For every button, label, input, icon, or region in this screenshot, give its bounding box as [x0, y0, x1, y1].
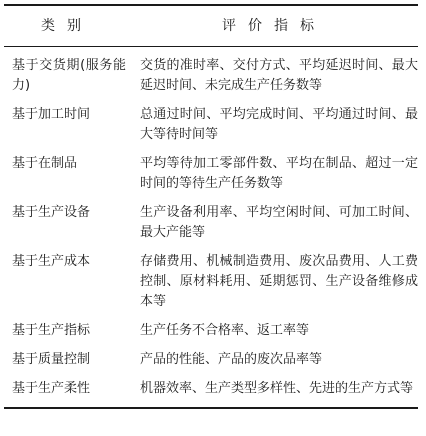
table-row	[4, 350, 418, 370]
row-gap	[4, 243, 418, 252]
table-top-gap	[4, 47, 418, 56]
table-row	[4, 321, 418, 341]
evaluation-criteria-table	[4, 4, 418, 409]
header-indicators: 评价指标	[222, 18, 326, 34]
table-row	[4, 105, 418, 145]
row-indicators: 机器效率、生产类型多样性、先进的生产方式等	[140, 380, 414, 396]
table-row	[4, 203, 418, 243]
row-category: 基于交货期(服务能力)	[12, 57, 126, 93]
header-row	[4, 5, 418, 47]
row-gap	[4, 194, 418, 203]
table-row	[4, 154, 418, 194]
row-indicators: 存储费用、机械制造费用、废次品费用、人工费控制、原材料耗用、延期惩罚、生产设备维修成本等	[140, 253, 418, 309]
row-indicators: 生产设备利用率、平均空闲时间、可加工时间、最大产能等	[140, 204, 418, 240]
row-indicators: 生产任务不合格率、返工率等	[140, 322, 310, 338]
table-body	[4, 47, 418, 408]
row-category: 基于生产柔性	[12, 380, 91, 396]
row-indicators: 交货的准时率、交付方式、平均延迟时间、最大延迟时间、未完成生产任务数等	[140, 57, 418, 93]
table-bottom-gap	[4, 399, 418, 408]
row-category: 基于生产设备	[12, 204, 91, 220]
header-category: 类别	[41, 18, 93, 34]
row-indicators: 产品的性能、产品的废次品率等	[140, 351, 323, 367]
row-gap	[4, 96, 418, 105]
row-indicators: 总通过时间、平均完成时间、平均通过时间、最大等待时间等	[140, 106, 418, 142]
row-gap	[4, 370, 418, 379]
row-category: 基于生产成本	[12, 253, 91, 269]
row-category: 基于加工时间	[12, 106, 91, 122]
row-category: 基于生产指标	[12, 322, 91, 338]
row-gap	[4, 341, 418, 350]
row-category: 基于质量控制	[12, 351, 91, 367]
row-gap	[4, 145, 418, 154]
table-row	[4, 252, 418, 312]
table-row	[4, 379, 418, 399]
table-header	[4, 5, 418, 47]
row-category: 基于在制品	[12, 155, 78, 171]
table-row	[4, 56, 418, 96]
row-indicators: 平均等待加工零部件数、平均在制品、超过一定时间的等待生产任务数等	[140, 155, 418, 191]
row-gap	[4, 312, 418, 321]
